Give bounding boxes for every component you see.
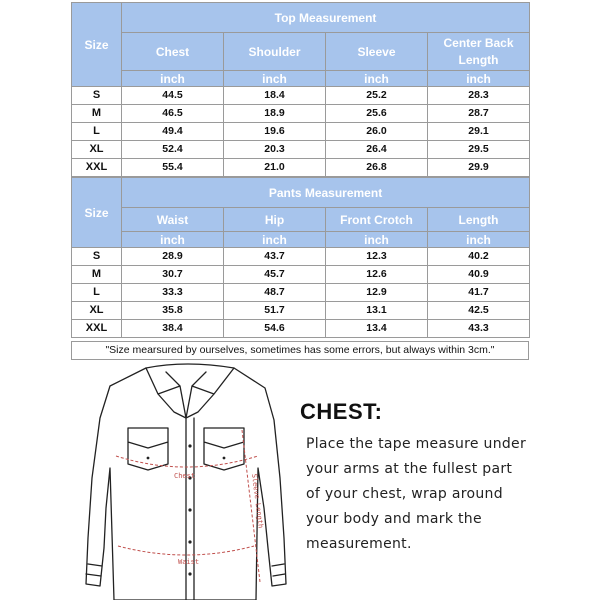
value-cell: 25.2 (326, 87, 428, 105)
column-header: Waist (122, 208, 224, 232)
size-cell: L (72, 284, 122, 302)
value-cell: 52.4 (122, 141, 224, 159)
size-cell: XL (72, 141, 122, 159)
value-cell: 21.0 (224, 159, 326, 177)
table-row (72, 284, 530, 302)
value-cell: 40.9 (428, 266, 530, 284)
table-row (72, 320, 530, 338)
value-cell: 43.3 (428, 320, 530, 338)
column-header: Sleeve (326, 33, 428, 71)
column-header: Center Back Length (428, 33, 530, 71)
table-row (72, 248, 530, 266)
value-cell: 19.6 (224, 123, 326, 141)
size-cell: M (72, 266, 122, 284)
value-cell: 35.8 (122, 302, 224, 320)
unit-label: inch (122, 232, 224, 248)
table-row (72, 87, 530, 105)
table-row (72, 159, 530, 177)
value-cell: 28.3 (428, 87, 530, 105)
value-cell: 13.1 (326, 302, 428, 320)
value-cell: 38.4 (122, 320, 224, 338)
value-cell: 33.3 (122, 284, 224, 302)
size-cell: S (72, 87, 122, 105)
value-cell: 41.7 (428, 284, 530, 302)
value-cell: 29.1 (428, 123, 530, 141)
size-cell: XL (72, 302, 122, 320)
sleeve-length-label: Sleeve Length (250, 473, 265, 529)
right-pocket (204, 428, 244, 470)
pants-measurement-table (71, 177, 530, 338)
value-cell: 28.7 (428, 105, 530, 123)
value-cell: 12.6 (326, 266, 428, 284)
value-cell: 29.5 (428, 141, 530, 159)
size-cell: XXL (72, 320, 122, 338)
pants-measurement-header: Pants Measurement (122, 178, 530, 208)
value-cell: 26.4 (326, 141, 428, 159)
value-cell: 18.9 (224, 105, 326, 123)
value-cell: 48.7 (224, 284, 326, 302)
value-cell: 26.0 (326, 123, 428, 141)
table-row (72, 105, 530, 123)
value-cell: 18.4 (224, 87, 326, 105)
unit-label: inch (428, 71, 530, 87)
instruction-line: Place the tape measure under (306, 436, 527, 452)
value-cell: 12.9 (326, 284, 428, 302)
chest-measure-line (116, 456, 258, 467)
value-cell: 25.6 (326, 105, 428, 123)
value-cell: 42.5 (428, 302, 530, 320)
value-cell: 26.8 (326, 159, 428, 177)
value-cell: 40.2 (428, 248, 530, 266)
value-cell: 29.9 (428, 159, 530, 177)
instruction-line: your arms at the fullest part (306, 461, 513, 477)
size-cell: S (72, 248, 122, 266)
size-cell: M (72, 105, 122, 123)
chest-instruction-title: CHEST: (300, 399, 383, 424)
instruction-line: of your chest, wrap around (306, 486, 503, 502)
column-header: Length (428, 208, 530, 232)
value-cell: 45.7 (224, 266, 326, 284)
table-row (72, 302, 530, 320)
value-cell: 49.4 (122, 123, 224, 141)
value-cell: 28.9 (122, 248, 224, 266)
left-cuff (86, 564, 102, 576)
value-cell: 43.7 (224, 248, 326, 266)
waist-label: Waist (178, 558, 200, 566)
chest-label: Chest (174, 472, 196, 480)
value-cell: 55.4 (122, 159, 224, 177)
value-cell: 12.3 (326, 248, 428, 266)
size-header: Size (72, 3, 122, 87)
shirt-collar (146, 364, 234, 418)
size-disclaimer-note: "Size mearsured by ourselves, sometimes has some errors, but always within 3cm." (71, 341, 529, 360)
value-cell: 51.7 (224, 302, 326, 320)
table-row (72, 266, 530, 284)
size-cell: XXL (72, 159, 122, 177)
column-header: Hip (224, 208, 326, 232)
size-cell: L (72, 123, 122, 141)
value-cell: 46.5 (122, 105, 224, 123)
table-row (72, 141, 530, 159)
unit-label: inch (428, 232, 530, 248)
instruction-line: your body and mark the (306, 511, 482, 527)
top-measurement-table (71, 2, 530, 177)
unit-label: inch (224, 71, 326, 87)
column-header: Shoulder (224, 33, 326, 71)
value-cell: 30.7 (122, 266, 224, 284)
value-cell: 13.4 (326, 320, 428, 338)
unit-label: inch (326, 71, 428, 87)
size-header: Size (72, 178, 122, 248)
unit-label: inch (122, 71, 224, 87)
unit-label: inch (224, 232, 326, 248)
column-header: Front Crotch (326, 208, 428, 232)
right-cuff (272, 564, 285, 576)
table-row (72, 123, 530, 141)
top-measurement-header: Top Measurement (122, 3, 530, 33)
value-cell: 44.5 (122, 87, 224, 105)
instruction-line: measurement. (306, 536, 412, 552)
value-cell: 54.6 (224, 320, 326, 338)
shirt-measurement-illustration (70, 358, 300, 600)
column-header: Chest (122, 33, 224, 71)
unit-label: inch (326, 232, 428, 248)
value-cell: 20.3 (224, 141, 326, 159)
